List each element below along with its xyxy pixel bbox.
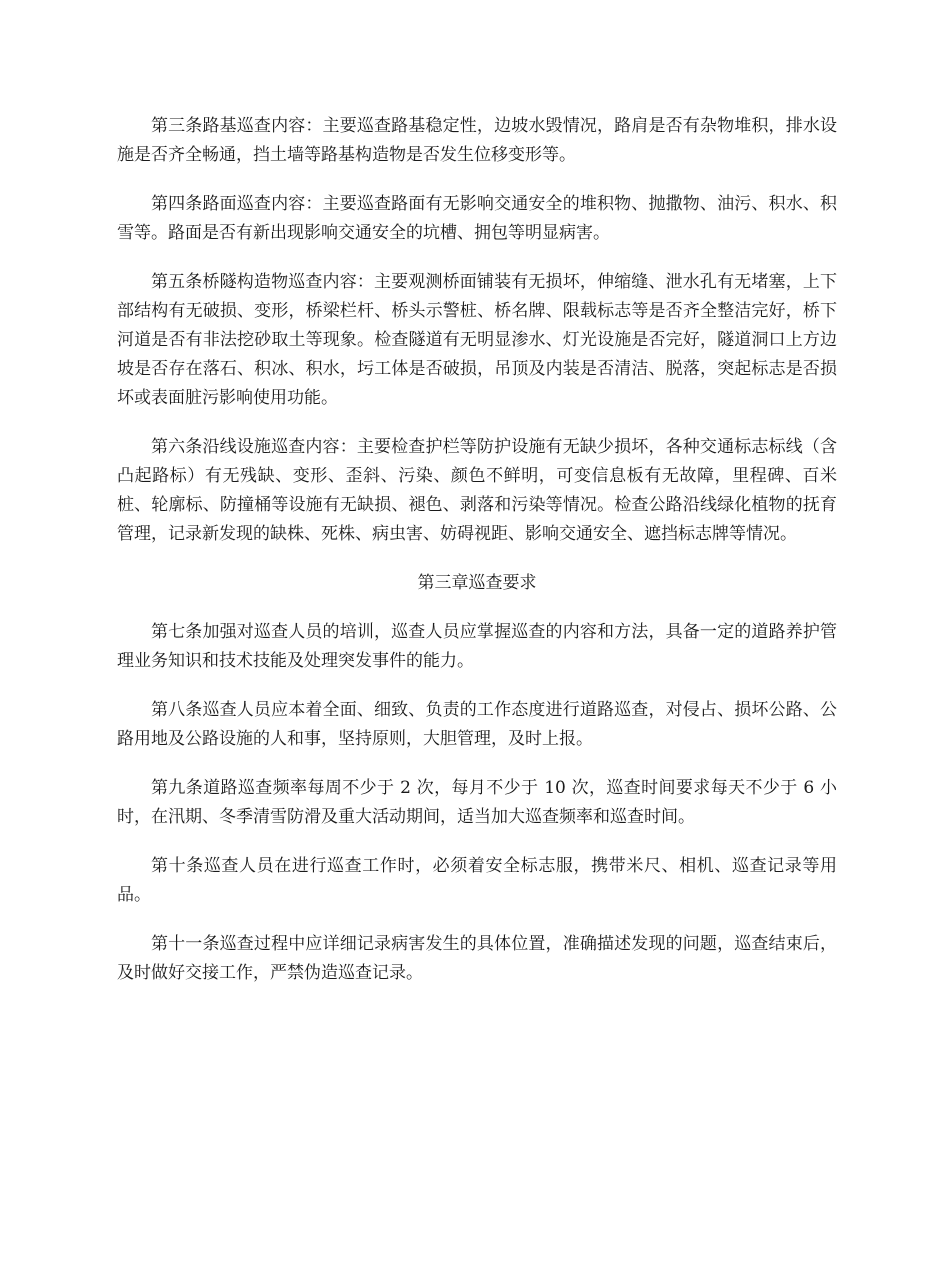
document-body	[117, 112, 837, 1008]
article-9-paragraph: 第九条道路巡查频率每周不少于 2 次，每月不少于 10 次，巡查时间要求每天不少于 6 小时，在汛期、冬季清雪防滑及重大活动期间，适当加大巡查频率和巡查时间。	[117, 778, 837, 827]
article-3-paragraph: 第三条路基巡查内容：主要巡查路基稳定性，边坡水毁情况，路肩是否有杂物堆积，排水设施是否齐全畅通，挡土墙等路基构造物是否发生位移变形等。	[117, 116, 837, 165]
article-7-paragraph: 第七条加强对巡查人员的培训，巡查人员应掌握巡查的内容和方法，具备一定的道路养护管理业务知识和技术技能及处理突发事件的能力。	[117, 622, 837, 671]
article-10-paragraph: 第十条巡查人员在进行巡查工作时，必须着安全标志服，携带米尺、相机、巡查记录等用品。	[117, 856, 837, 905]
article-8-paragraph: 第八条巡查人员应本着全面、细致、负责的工作态度进行道路巡查，对侵占、损坏公路、公路用地及公路设施的人和事，坚持原则，大胆管理，及时上报。	[117, 700, 837, 749]
article-11-paragraph: 第十一条巡查过程中应详细记录病害发生的具体位置，准确描述发现的问题，巡查结束后，及时做好交接工作，严禁伪造巡查记录。	[117, 934, 837, 983]
article-6-paragraph: 第六条沿线设施巡查内容：主要检查护栏等防护设施有无缺少损坏，各种交通标志标线（含凸起路标）有无残缺、变形、歪斜、污染、颜色不鲜明，可变信息板有无故障，里程碑、百米桩、轮廓标、防撞桶等设施有无缺损、褪色、剥落和污染等情况。检查公路沿线绿化植物的抚育管理，记录新发现的缺株、死株、病虫害、妨碍视距、影响交通安全、遮挡标志牌等情况。	[117, 437, 837, 544]
article-4-paragraph: 第四条路面巡查内容：主要巡查路面有无影响交通安全的堆积物、抛撒物、油污、积水、积雪等。路面是否有新出现影响交通安全的坑槽、拥包等明显病害。	[117, 194, 837, 243]
article-5-paragraph: 第五条桥隧构造物巡查内容：主要观测桥面铺装有无损坏，伸缩缝、泄水孔有无堵塞，上下部结构有无破损、变形，桥梁栏杆、桥头示警桩、桥名牌、限载标志等是否齐全整洁完好，桥下河道是否有非法挖砂取土等现象。检查隧道有无明显渗水、灯光设施是否完好，隧道洞口上方边坡是否存在落石、积冰、积水，圬工体是否破损，吊顶及内装是否清洁、脱落，突起标志是否损坏或表面脏污影响使用功能。	[117, 272, 837, 408]
chapter-heading: 第三章巡查要求	[417, 573, 537, 593]
